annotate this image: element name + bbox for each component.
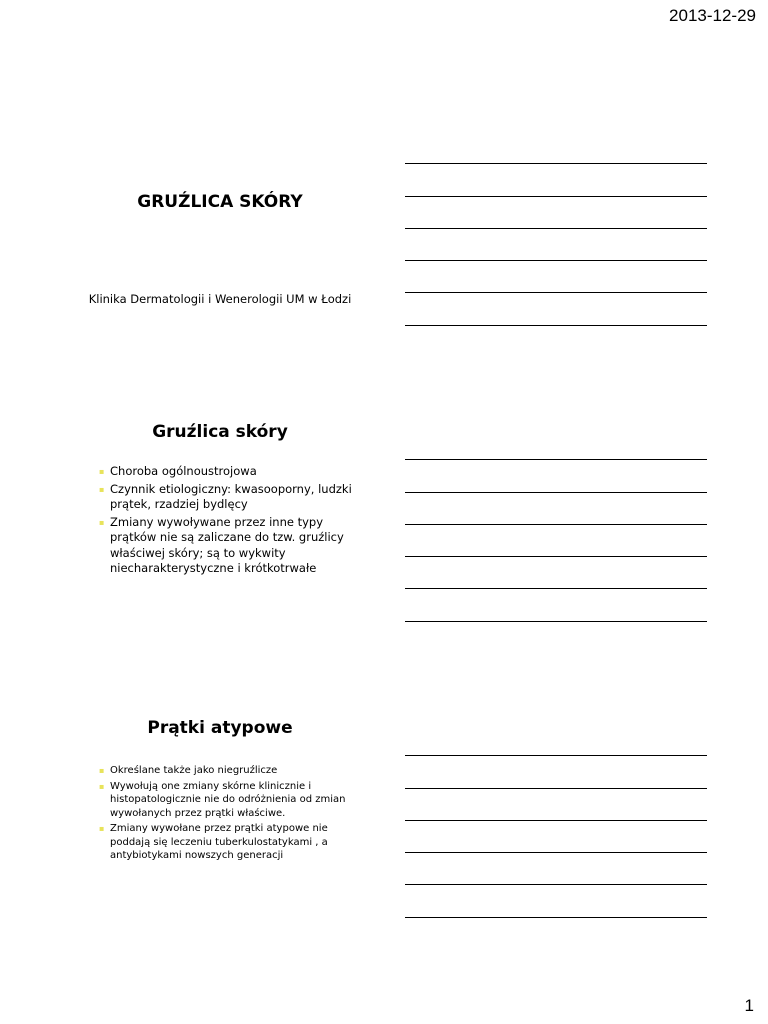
note-line	[405, 853, 707, 885]
bullet-marker-icon: ▪	[99, 766, 105, 775]
bullet-item	[98, 822, 368, 863]
notes-lines-1	[405, 132, 707, 326]
bullet-text: Zmiany wywoływane przez inne typy prątków nie są zaliczane do tzw. gruźlicy właściwej skóry; są to wykwity niecharakterystyczne i krótkotrwałe	[110, 514, 344, 575]
bullet-text: Choroba ogólnoustrojowa	[110, 464, 257, 478]
bullet-marker-icon: ▪	[99, 484, 105, 494]
page-number: 1	[744, 996, 754, 1015]
slide-title: Prątki atypowe	[147, 718, 293, 738]
note-line	[405, 589, 707, 621]
note-line	[405, 460, 707, 492]
notes-lines-3	[405, 724, 707, 918]
note-line	[405, 229, 707, 261]
bullet-list	[98, 764, 368, 865]
bullet-text: Zmiany wywołane przez prątki atypowe nie poddają się leczeniu tuberkulostatykami , a antybiotykami nowszych generacji	[110, 823, 328, 861]
bullet-text: Określane także jako niegruźlicze	[110, 765, 278, 776]
bullet-marker-icon: ▪	[99, 517, 105, 527]
bullet-marker-icon: ▪	[99, 467, 105, 476]
note-line	[405, 821, 707, 853]
note-line	[405, 885, 707, 917]
slide-2	[62, 422, 378, 664]
bullet-item	[98, 780, 368, 821]
note-line	[405, 428, 707, 460]
bullet-item	[98, 515, 368, 577]
note-line	[405, 756, 707, 788]
bullet-list	[98, 464, 368, 579]
bullet-text: Czynnik etiologiczny: kwasooporny, ludzki prątek, rzadziej bydlęcy	[110, 481, 352, 511]
slide-3	[62, 718, 378, 960]
note-line	[405, 197, 707, 229]
note-line	[405, 261, 707, 293]
slide-subtitle: Klinika Dermatologii i Wenerologii UM w Łodzi	[88, 292, 352, 306]
note-line	[405, 132, 707, 164]
bullet-text: Wywołują one zmiany skórne klinicznie i histopatologicznie nie do odróżnienia od zmian wywołanych przez prątki właściwe.	[110, 780, 346, 819]
note-line	[405, 164, 707, 196]
note-line	[405, 789, 707, 821]
note-line	[405, 724, 707, 756]
note-line	[405, 557, 707, 589]
slide-1	[62, 132, 378, 368]
bullet-item	[98, 482, 368, 513]
note-line	[405, 525, 707, 557]
bullet-item	[98, 464, 368, 480]
bullet-item	[98, 764, 368, 778]
note-line	[405, 293, 707, 325]
notes-lines-2	[405, 428, 707, 622]
note-line	[405, 493, 707, 525]
bullet-marker-icon: ▪	[99, 824, 105, 833]
bullet-marker-icon: ▪	[99, 781, 105, 791]
slide-title: Gruźlica skóry	[152, 422, 288, 442]
slide-title: GRUŹLICA SKÓRY	[137, 192, 303, 212]
document-date: 2013-12-29	[669, 6, 756, 25]
